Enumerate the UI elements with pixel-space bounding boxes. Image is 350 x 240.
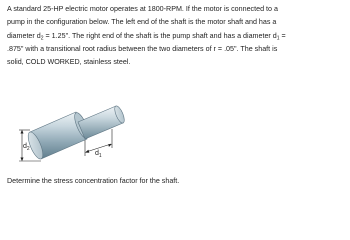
d2-subscript: 2 <box>40 35 44 42</box>
d2-label: $d_2$ <box>23 143 30 152</box>
problem-statement <box>7 3 345 69</box>
problem-line-3-start: diameter d <box>7 31 41 40</box>
d1-subscript: 1 <box>276 35 280 42</box>
problem-line-3-end: = <box>279 31 286 40</box>
pump-shaft <box>78 105 126 139</box>
problem-line-1: A standard 25-HP electric motor operates at 1800-RPM. If the motor is connected to a <box>7 5 278 13</box>
problem-line-3-middle: = 1.25". The right end of the shaft is the pump shaft and has a diameter d <box>43 31 277 40</box>
problem-line-3 <box>7 30 345 43</box>
stepped-shaft-figure <box>16 84 136 164</box>
d1-label: $d_1$ <box>95 150 102 159</box>
problem-line-2: pump in the configuration below. The left end of the shaft is the motor shaft and has a <box>7 18 277 27</box>
problem-line-5: solid, COLD WORKED, stainless steel. <box>7 58 131 67</box>
problem-line-4: .875" with a transitional root radius between the two diameters of r = .05". The shaft is <box>7 44 278 53</box>
question-text: Determine the stress concentration factor for the shaft. <box>7 177 180 185</box>
